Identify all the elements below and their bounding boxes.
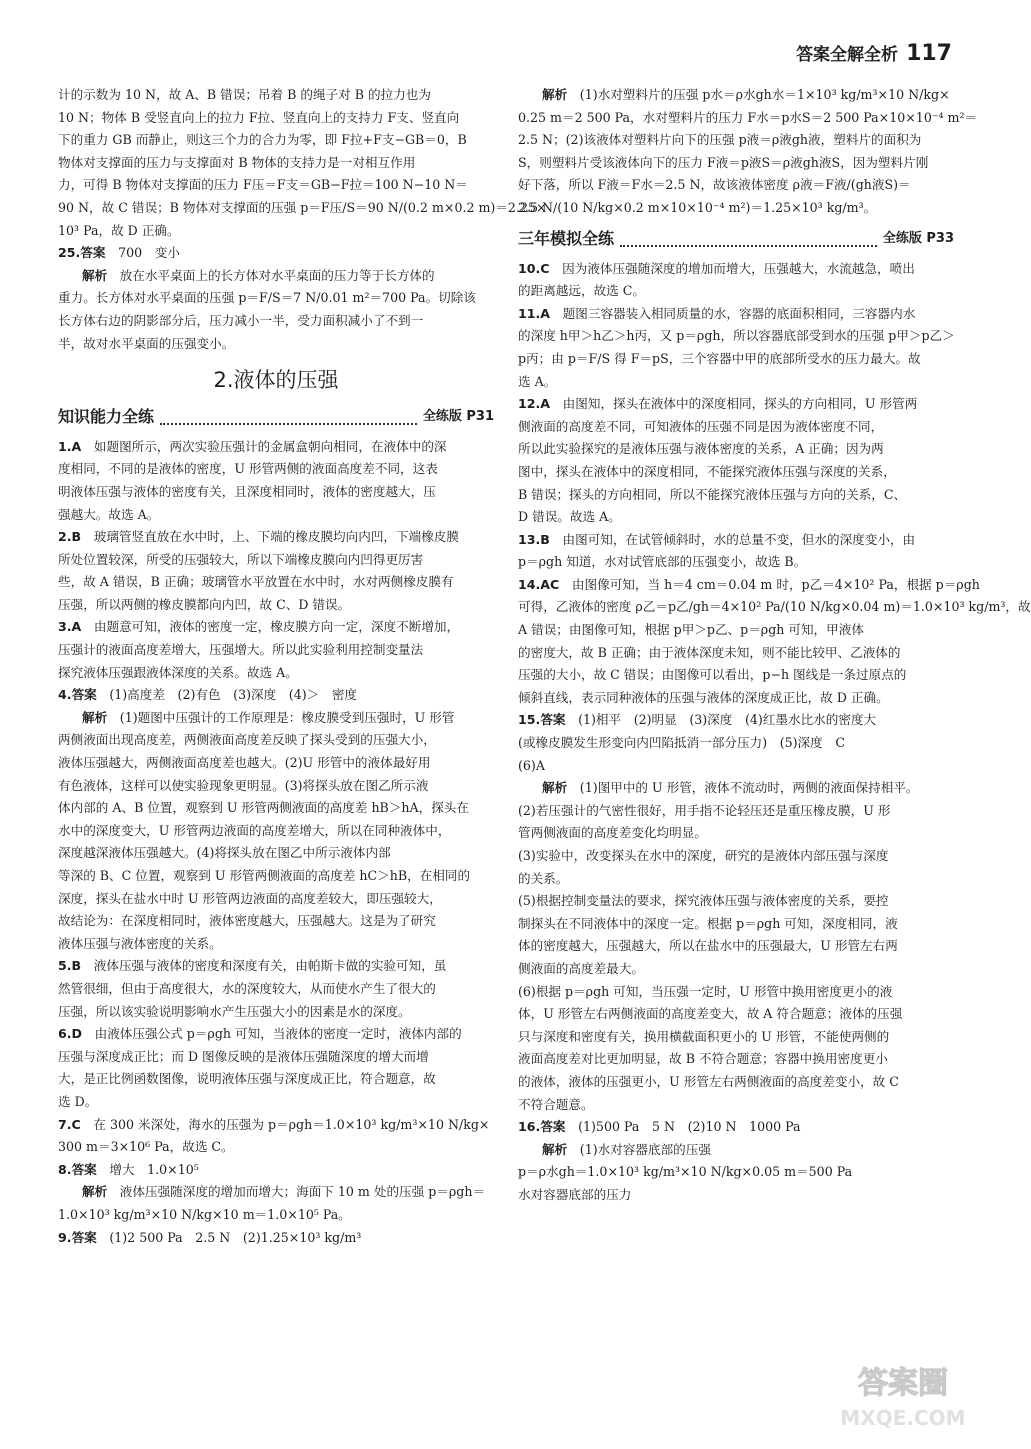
text-segment: 因为液体压强随深度的增加而增大，压强越大，水流越急，喷出 [562,260,915,276]
text-segment: 放在水平桌面上的长方体对水平桌面的压力等于长方体的 [119,267,435,283]
watermark-logo [828,1355,978,1435]
text-line: 液体压强与液体密度的关系。 [58,935,222,951]
text-line: 水中的深度变大，U 形管两边液面的高度差增大，所以在同种液体中， [58,822,451,838]
question-number: 11.A [518,305,551,321]
header-title: 答案全解全析 [796,45,899,65]
text-line: 深度越深液体压强越大。(4)将探头放在图乙中所示液体内部 [58,845,391,861]
analysis-tag: 解析 [542,780,568,796]
section-title: 知识能力全练 [58,407,155,427]
text-line: p＝ρ水gh＝1.0×10³ kg/m³×10 N/kg×0.05 m＝500 Pa [518,1164,853,1180]
text-line: 压强计的液面高度差增大，压强增大。所以此实验利用控制变量法 [58,642,424,658]
text-line: 所处位置较深，所受的压强较大，所以下端橡皮膜向内凹得更厉害 [58,551,424,567]
text-line: 液体压强越大，两侧液面高度差也越大。(2)U 形管中的液体最好用 [58,755,431,771]
answer-text: (1)500 Pa 5 N (2)10 N 1000 Pa [578,1119,801,1135]
question-number: 12.A [518,396,551,412]
text-line: 300 m＝3×10⁶ Pa，故选 C。 [58,1139,234,1155]
question-number: 9. [58,1229,72,1245]
question-block [58,955,494,1023]
text-line: 10³ Pa，故 D 正确。 [58,222,180,238]
text-line: (2)若压强计的气密性很好，用手指不论轻压还是重压橡皮膜，U 形 [518,802,891,818]
analysis-tag: 解析 [542,1141,568,1157]
analysis-tag: 解析 [542,87,568,102]
text-line: 的深度 h甲＞h乙＞h丙，又 p＝ρgh，所以容器底部受到水的压强 p甲＞p乙＞ [518,328,955,344]
text-line: 液面高度差对比更加明显，故 B 不符合题意；容器中换用密度更小 [518,1051,888,1067]
question-number: 5.B [58,958,82,974]
text-line: 体内部的 A、B 位置，观察到 U 形管两侧液面的高度差 hB＞hA，探头在 [58,800,469,816]
text-line: 明液体压强与液体的密度有关，且深度相同时，液体的密度越大，压 [58,483,436,499]
right-column [518,84,1031,1207]
text-line: 0.25 m＝2 500 Pa，水对塑料片的压力 F水＝p水S＝2 500 Pa×10×10⁻⁴ m²＝ [518,109,978,125]
question-block [58,1114,494,1159]
text-line: 长方体右边的阴影部分后，压力减小一半，受力面积减小了不到一 [58,312,424,328]
text-line: 不符合题意。 [518,1096,594,1112]
text-line: 大，是正比例函数图像，说明液体压强与深度成正比，符合题意，故 [58,1071,436,1087]
answer-line: (或橡皮膜发生形变向内凹陷抵消一部分压力) (5)深度 C [518,735,845,751]
text-line: 的液体，液体的压强更小，U 形管左右两侧液面的高度差变小，故 C [518,1073,899,1089]
text-line: 制探头在不同液体中的深度一定。根据 p＝ρgh 可知，深度相同，液 [518,915,898,931]
text-line [518,84,954,107]
text-line: 的密度大，故 B 正确；由于液体深度未知，则不能比较甲、乙液体的 [518,644,901,660]
text-line [518,303,954,326]
text-line: 侧液面的高度差最大。 [518,960,644,976]
section-header [518,228,954,252]
answer-text: (1)相平 (2)明显 (3)深度 (4)红墨水比水的密度大 [578,712,877,728]
text-line: 力，可得 B 物体对支撑面的压力 F压＝F支＝GB−F拉＝100 N−10 N＝ [58,177,468,193]
text-line: 2.5 N/(10 N/kg×0.2 m×10×10⁻⁴ m²)＝1.25×10³ kg/m³。 [518,199,877,215]
answer-tag: 答案 [71,1229,97,1245]
q9-block [58,1227,494,1250]
text-line: S，则塑料片受该液体向下的压力 F液＝p液S＝ρ液gh液S，因为塑料片刚 [518,154,929,170]
question-number: 13.B [518,531,550,547]
answer-line [518,709,954,732]
text-line: 压强与深度成正比；而 D 图像反映的是液体压强随深度的增大而增 [58,1048,429,1064]
answer-tag: 答案 [540,712,566,728]
text-line: 压强，所以该实验说明影响水产生压强大小的因素是水的深度。 [58,1003,411,1019]
text-segment: 由图知，探头在液体中的深度相同，探头的方向相同，U 形管两 [562,396,918,412]
text-line: 好下落，所以 F液＝F水＝2.5 N，故该液体密度 ρ液＝F液/(gh液S)＝ [518,177,911,193]
q15-block [518,709,954,1116]
svg-text:MXQE.COM: MXQE.COM [840,1406,966,1430]
text-line: 压强，所以两侧的橡皮膜都向内凹，故 C、D 错误。 [58,596,351,612]
text-line: 计的示数为 10 N，故 A、B 错误；吊着 B 的绳子对 B 的拉力也为 [58,87,431,102]
text-line: 体，U 形管左右两侧液面的高度差变大，故 A 符合题意；液体的压强 [518,1006,903,1022]
answer-text: 增大 1.0×10⁵ [109,1161,199,1177]
text-line: 探究液体压强跟液体深度的关系。故选 A。 [58,664,298,680]
text-line [518,393,954,416]
text-line [518,777,954,800]
answer-tag: 答案 [71,687,97,703]
text-line: 深度，探头在盐水中时 U 形管两边液面的高度差较大，即压强较大， [58,890,442,906]
text-line: (3)实验中，改变探头在水中的深度，研究的是液体内部压强与深度 [518,848,889,863]
answer-text: 700 变小 [118,245,180,261]
question-block [518,258,954,303]
text-segment: 液体压强随深度的增加而增大；海面下 10 m 处的压强 p＝ρgh＝ [119,1184,486,1200]
answer-tag: 答案 [71,1161,97,1177]
question-block [58,616,494,684]
question-number: 4. [58,687,72,703]
text-line: A 错误；由图像可知，根据 p甲＞p乙、p＝ρgh 可知，甲液体 [518,622,864,638]
text-segment: 题图三容器装入相同质量的水，容器的底面积相同，三容器内水 [562,305,916,321]
text-segment: (1)水对塑料片的压强 p水＝ρ水gh水＝1×10³ kg/m³×10 N/kg× [579,87,950,102]
text-line: 2.5 N；(2)该液体对塑料片向下的压强 p液＝ρ液gh液，塑料片的面积为 [518,132,922,148]
answer-line: (6)A [518,757,545,773]
text-line [58,526,494,549]
text-line: (5)根据控制变量法的要求，探究液体压强与液体密度的关系，要控 [518,893,889,909]
text-line: 的关系。 [518,870,569,886]
question-block [58,436,494,526]
text-segment: (1)图甲中的 U 形管，液体不流动时，两侧的液面保持相平。 [579,780,919,796]
analysis-tag: 解析 [82,267,108,283]
question-number: 25. [58,245,81,261]
text-line [518,1139,954,1162]
analysis-tag: 解析 [82,1184,108,1200]
q25-block [58,242,494,355]
question-number: 2.B [58,529,82,545]
section-ref: 全练版 P33 [882,231,954,247]
answer-text: (1)2 500 Pa 2.5 N (2)1.25×10³ kg/m³ [109,1229,362,1245]
text-segment: 由图像可知，当 h＝4 cm＝0.04 m 时，p乙＝4×10² Pa，根据 p＝ρgh [571,576,980,592]
q4-block [58,684,494,955]
text-line: 选 D。 [58,1093,98,1109]
question-number: 15. [518,712,541,728]
text-segment: 液体压强与液体的密度和深度有关，由帕斯卡做的实验可知，虽 [93,958,447,974]
text-line: 的距离越远，故选 C。 [518,283,645,299]
text-line [518,529,954,552]
text-line: 只与深度和密度有关，换用横截面积更小的 U 形管，不能使两侧的 [518,1028,890,1044]
question-number: 10.C [518,260,550,276]
answer-tag: 答案 [80,245,106,261]
text-line [518,258,954,281]
question-number: 8. [58,1161,72,1177]
section-subtitle: 2.液体的压强 [213,368,339,393]
question-number: 3.A [58,619,82,635]
text-line [58,1114,494,1137]
question-number: 1.A [58,438,82,454]
text-line: 图中，探头在液体中的深度相同，不能探究液体压强与深度的关系， [518,463,896,479]
dotted-leader [160,411,417,425]
answer-tag: 答案 [540,1119,566,1135]
text-segment: 在 300 米深处，海水的压强为 p＝ρgh＝1.0×10³ kg/m³×10 N/kg× [93,1116,490,1132]
text-segment: 由图可知，在试管倾斜时，水的总量不变，但水的深度变小，由 [562,531,916,547]
question-block [518,303,954,393]
text-line: p丙；由 p＝F/S 得 F＝pS，三个容器中甲的底部所受水的压力最大。故 [518,350,921,366]
text-line: 侧液面的高度差不同，可知液体的压强不同是因为液体密度不同， [518,418,884,434]
text-line [58,436,494,459]
text-segment: 如题图所示，两次实验压强计的金属盒朝向相同，在液体中的深 [93,438,447,454]
text-line [518,574,980,597]
text-line: 重力。长方体对水平桌面的压强 p＝F/S＝7 N/0.01 m²＝700 Pa。切除该 [58,290,476,306]
dotted-leader [620,233,877,247]
text-segment: 由题意可知，液体的密度一定，橡皮膜方向一定，深度不断增加， [93,619,460,635]
text-line [58,1181,494,1204]
text-line [58,955,494,978]
text-line: 选 A。 [518,373,557,389]
analysis-tag: 解析 [82,709,108,725]
text-line: 等深的 B、C 位置，观察到 U 形管两侧液面的高度差 hC＞hB，在相同的 [58,868,471,883]
section-header [58,406,494,430]
text-line: 半，故对水平桌面的压强变小。 [58,335,235,351]
text-line: 些，故 A 错误，B 正确；玻璃管水平放置在水中时，水对两侧橡皮膜有 [58,574,454,590]
page-header [796,40,952,66]
text-line: (6)根据 p＝ρgh 可知，当压强一定时，U 形管中换用密度更小的液 [518,983,893,999]
text-segment: (1)题图中压强计的工作原理是：橡皮膜受到压强时，U 形管 [119,709,455,725]
text-line: 水对容器底部的压力 [518,1186,632,1202]
text-line: 倾斜直线，表示同种液体的压强与液体的深度成正比，故 D 正确。 [518,689,889,705]
text-line: 90 N，故 C 错误；B 物体对支撑面的压强 p＝F压/S＝90 N/(0.2 m×0.2 m)＝2.25× [58,199,547,215]
question-block [518,393,954,529]
text-line: B 错误；探头的方向相同，所以不能探究液体压强与方向的关系，C、 [518,486,907,502]
text-segment: (1)水对容器底部的压强 [579,1141,711,1157]
text-line [58,1023,494,1046]
text-line: 压强的大小，故 C 错误；由图像可以看出，p−h 图线是一条过原点的 [518,667,907,683]
text-line: 下的重力 GB 而静止，则这三个力的合力为零，即 F拉+F支−GB＝0，B [58,132,467,148]
text-segment: 由液体压强公式 p＝ρgh 可知，当液体的密度一定时，液体内部的 [94,1026,462,1042]
svg-text:答案圈: 答案圈 [858,1366,948,1401]
answer-text: (1)高度差 (2)有色 (3)深度 (4)＞ 密度 [109,687,358,703]
page-number: 117 [906,41,952,66]
text-line: 10 N；物体 B 受竖直向上的拉力 F拉、竖直向上的支持力 F支、竖直向 [58,109,460,125]
text-segment: 玻璃管竖直放在水中时，上、下端的橡皮膜均向内凹，下端橡皮膜 [93,529,459,545]
q8-block [58,1159,494,1227]
text-line: 然管很细，但由于高度很大，水的深度较大，从而使水产生了很大的 [58,980,436,996]
question-number: 6.D [58,1026,83,1042]
text-line: 体的密度越大，压强越大，所以在盐水中的压强最大，U 形管左右两 [518,938,898,954]
text-line: 故结论为：在深度相同时，液体密度越大，压强越大。这是为了研究 [58,913,436,929]
question-block [518,529,954,574]
text-line: 强越大。故选 A。 [58,506,160,522]
text-line: 所以此实验探究的是液体压强与液体密度的关系，A 正确；因为两 [518,441,884,457]
question-block [58,526,494,616]
text-line [58,707,494,730]
text-line: D 错误。故选 A。 [518,509,621,525]
q16-block [518,1116,954,1206]
question-number: 16. [518,1119,541,1135]
text-line: 有色液体，这样可以使实验现象更明显。(3)将探头放在图乙所示液 [58,777,429,793]
question-number: 14.AC [518,576,560,592]
text-line [58,616,494,639]
text-line: 度相同，不同的是液体的密度，U 形管两侧的液面高度差不同，这表 [58,461,438,477]
text-line: p＝ρgh 知道，水对试管底部的压强变小，故选 B。 [518,554,807,570]
text-line: 物体对支撑面的压力与支撑面对 B 物体的支持力是一对相互作用 [58,154,416,170]
section-title: 三年模拟全练 [518,229,615,249]
question-block [518,574,1031,710]
text-line: 可得，乙液体的密度 ρ乙＝p乙/gh＝4×10² Pa/(10 N/kg×0.04 m)＝1.0×10³ kg/m³，故 [518,599,1031,615]
section-ref: 全练版 P31 [422,409,494,425]
question-number: 7.C [58,1116,81,1132]
question-block [58,1023,494,1113]
text-line: 两侧液面出现高度差，两侧液面高度差反映了探头受到的压强大小， [58,732,436,748]
text-line: 管两侧液面的高度差变化均明显。 [518,825,707,841]
text-line: 1.0×10³ kg/m³×10 N/kg×10 m＝1.0×10⁵ Pa。 [58,1206,351,1222]
text-line [58,265,494,288]
